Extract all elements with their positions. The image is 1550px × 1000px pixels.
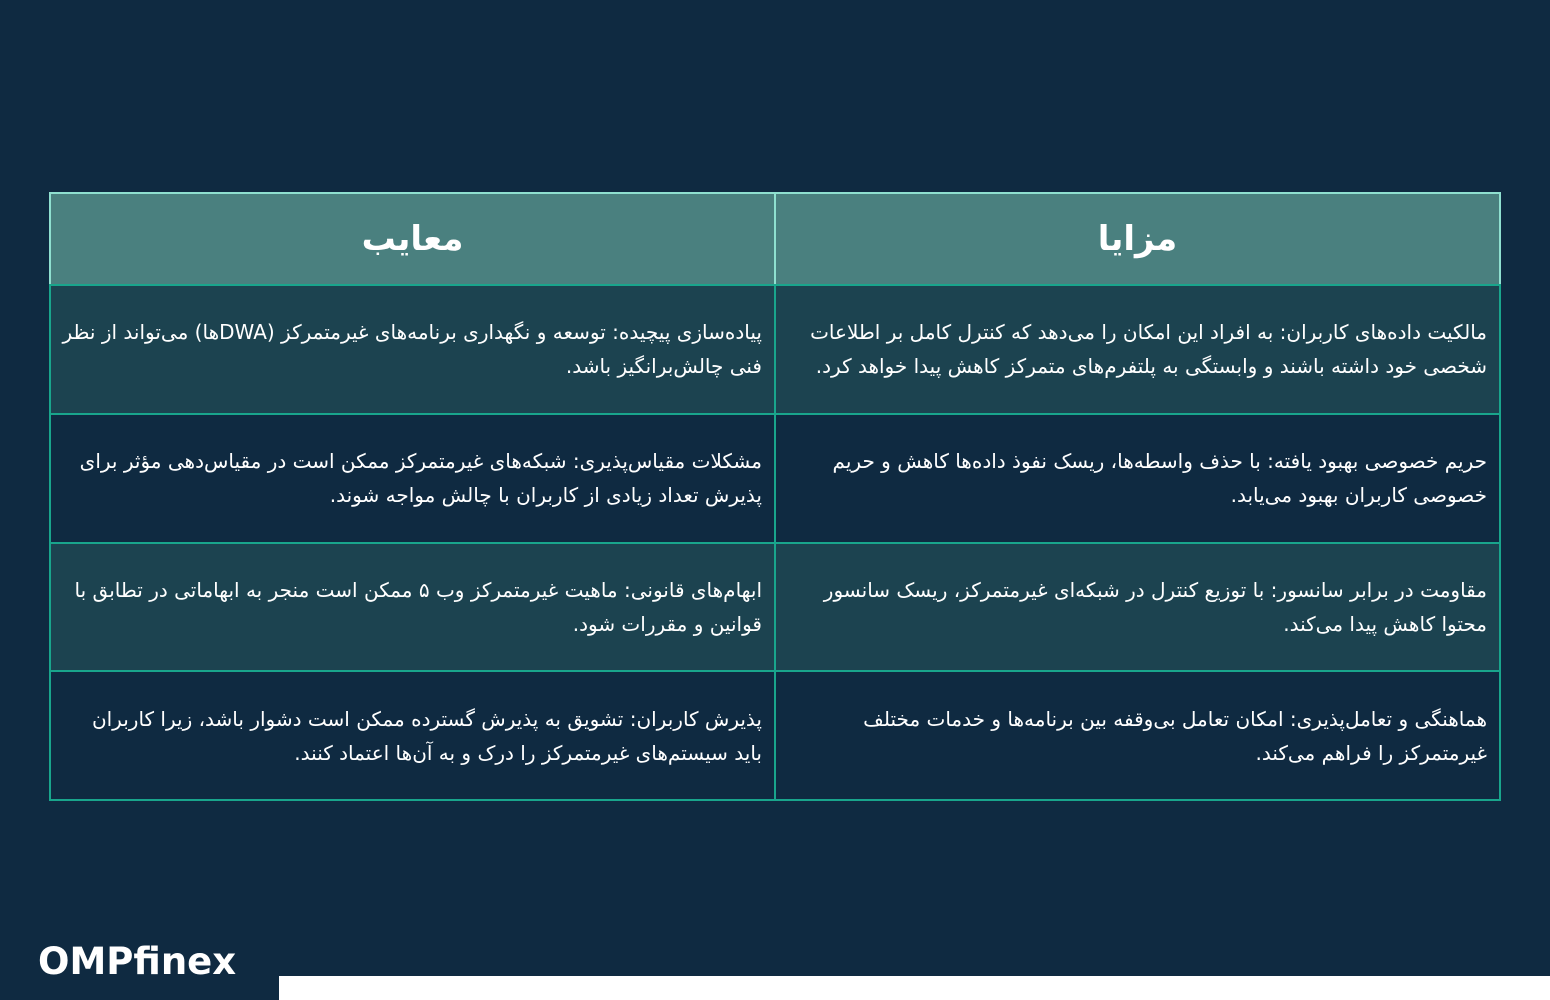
header-disadvantages: معایب: [50, 193, 775, 285]
bottom-white-strip: [279, 976, 1550, 1000]
advantage-cell: مقاومت در برابر سانسور: با توزیع کنترل در شبکه‌ای غیرمتمرکز، ریسک سانسور محتوا کاهش پیدا می‌کند.: [775, 543, 1500, 672]
pros-cons-table: [49, 192, 1501, 801]
brand-logo: [38, 940, 236, 984]
table-row: [50, 414, 1500, 543]
table-row: [50, 543, 1500, 672]
table-row: [50, 671, 1500, 800]
advantage-cell: هماهنگی و تعامل‌پذیری: امکان تعامل بی‌وقفه بین برنامه‌ها و خدمات مختلف غیرمتمرکز را فراهم می‌کند.: [775, 671, 1500, 800]
advantage-cell: مالکیت داده‌های کاربران: به افراد این امکان را می‌دهد که کنترل کامل بر اطلاعات شخصی خود داشته باشند و وابستگی به پلتفرم‌های متمرکز کاهش پیدا خواهد کرد.: [775, 285, 1500, 414]
disadvantage-cell: مشکلات مقیاس‌پذیری: شبکه‌های غیرمتمرکز ممکن است در مقیاس‌دهی مؤثر برای پذیرش تعداد زیادی از کاربران با چالش مواجه شوند.: [50, 414, 775, 543]
advantage-cell: حریم خصوصی بهبود یافته: با حذف واسطه‌ها، ریسک نفوذ داده‌ها کاهش و حریم خصوصی کاربران بهبود می‌یابد.: [775, 414, 1500, 543]
header-advantages: مزایا: [775, 193, 1500, 285]
disadvantage-cell: پیاده‌سازی پیچیده: توسعه و نگهداری برنامه‌های غیرمتمرکز (DWAها) می‌تواند از نظر فنی چالش‌برانگیز باشد.: [50, 285, 775, 414]
table-row: [50, 285, 1500, 414]
disadvantage-cell: ابهام‌های قانونی: ماهیت غیرمتمرکز وب ۵ ممکن است منجر به ابهاماتی در تطابق با قوانین و مقررات شود.: [50, 543, 775, 672]
logo-text-part1: OMPf: [38, 940, 161, 983]
disadvantage-cell: پذیرش کاربران: تشویق به پذیرش گسترده ممکن است دشوار باشد، زیرا کاربران باید سیستم‌های غیرمتمرکز را درک و به آن‌ها اعتماد کنند.: [50, 671, 775, 800]
comparison-table-container: [49, 192, 1501, 801]
table-header-row: [50, 193, 1500, 285]
logo-text-part2: nex: [160, 940, 237, 983]
